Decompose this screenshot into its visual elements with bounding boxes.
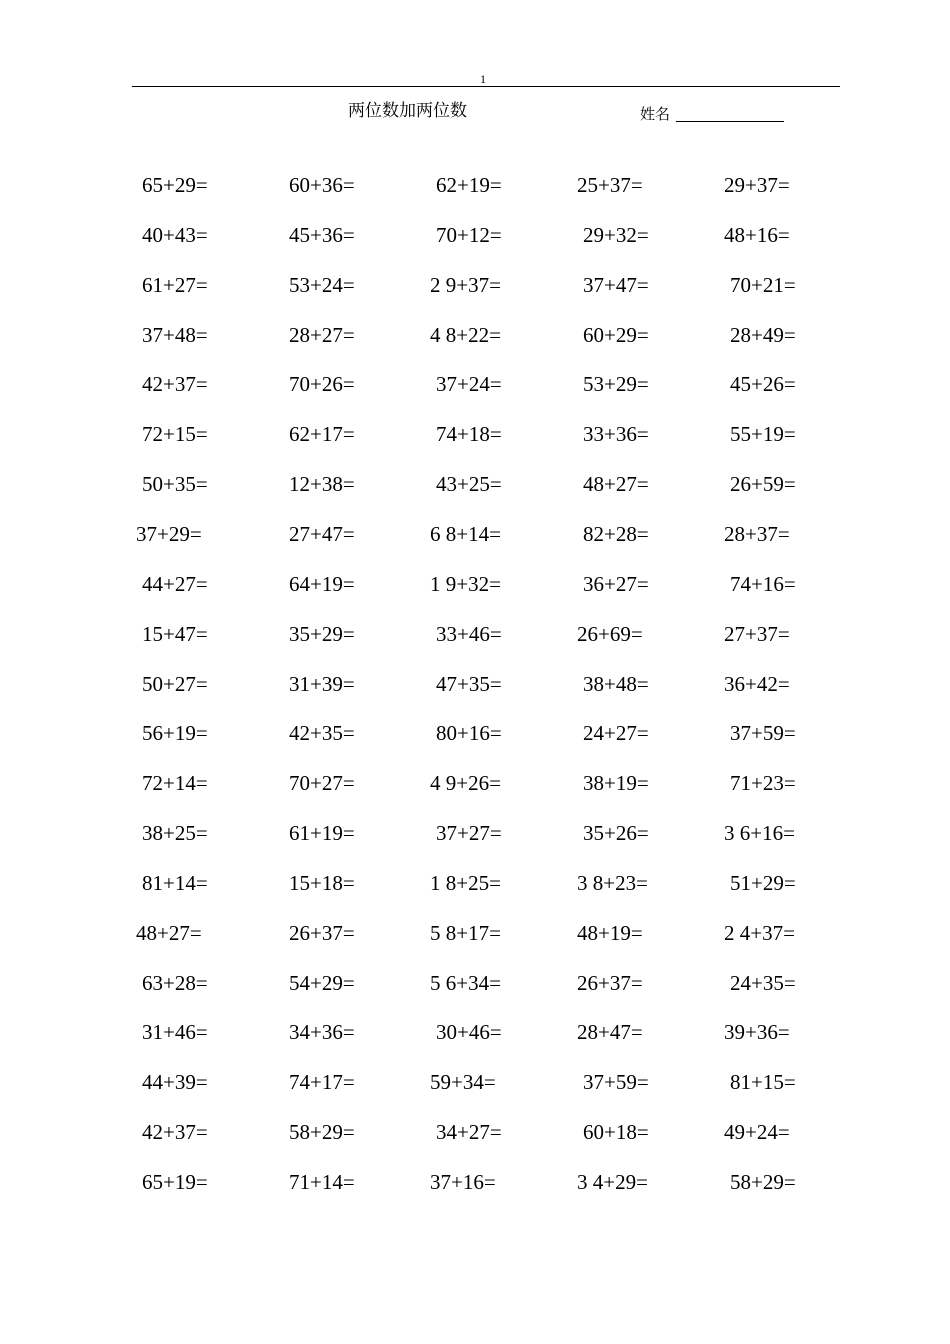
addition-problem: 12+38= [289,472,355,496]
addition-problem: 71+14= [289,1170,355,1194]
addition-problem: 48+27= [136,921,202,945]
addition-problem: 81+15= [730,1070,796,1094]
addition-problem: 28+47= [577,1020,643,1044]
addition-problem: 42+37= [142,1120,208,1144]
addition-problem: 42+37= [142,372,208,396]
addition-problem: 48+16= [724,223,790,247]
addition-problem: 62+17= [289,422,355,446]
addition-problem: 27+37= [724,622,790,646]
name-label: 姓名 [640,105,671,123]
addition-problem: 24+27= [583,721,649,745]
page-number: 1 [480,72,486,86]
addition-problem: 42+35= [289,721,355,745]
addition-problem: 2 4+37= [724,921,795,945]
addition-problem: 28+27= [289,323,355,347]
addition-problem: 62+19= [436,173,502,197]
addition-problem: 49+24= [724,1120,790,1144]
addition-problem: 26+37= [289,921,355,945]
addition-problem: 74+16= [730,572,796,596]
addition-problem: 29+32= [583,223,649,247]
addition-problem: 28+49= [730,323,796,347]
addition-problem: 58+29= [730,1170,796,1194]
addition-problem: 70+12= [436,223,502,247]
addition-problem: 65+19= [142,1170,208,1194]
addition-problem: 5 8+17= [430,921,501,945]
addition-problem: 2 9+37= [430,273,501,297]
addition-problem: 34+27= [436,1120,502,1144]
addition-problem: 60+36= [289,173,355,197]
addition-problem: 58+29= [289,1120,355,1144]
addition-problem: 35+26= [583,821,649,845]
addition-problem: 60+29= [583,323,649,347]
addition-problem: 43+25= [436,472,502,496]
addition-problem: 70+26= [289,372,355,396]
addition-problem: 4 8+22= [430,323,501,347]
addition-problem: 26+37= [577,971,643,995]
addition-problem: 29+37= [724,173,790,197]
addition-problem: 33+46= [436,622,502,646]
addition-problem: 55+19= [730,422,796,446]
addition-problem: 6 8+14= [430,522,501,546]
addition-problem: 3 6+16= [724,821,795,845]
addition-problem: 65+29= [142,173,208,197]
addition-problem: 54+29= [289,971,355,995]
addition-problem: 38+19= [583,771,649,795]
addition-problem: 3 4+29= [577,1170,648,1194]
addition-problem: 53+24= [289,273,355,297]
addition-problem: 30+46= [436,1020,502,1044]
addition-problem: 71+23= [730,771,796,795]
addition-problem: 1 9+32= [430,572,501,596]
addition-problem: 31+39= [289,672,355,696]
addition-problem: 3 8+23= [577,871,648,895]
addition-problem: 70+27= [289,771,355,795]
addition-problem: 48+27= [583,472,649,496]
addition-problem: 70+21= [730,273,796,297]
addition-problem: 37+59= [583,1070,649,1094]
addition-problem: 33+36= [583,422,649,446]
addition-problem: 72+14= [142,771,208,795]
addition-problem: 36+42= [724,672,790,696]
addition-problem: 37+27= [436,821,502,845]
addition-problem: 38+48= [583,672,649,696]
addition-problem: 72+15= [142,422,208,446]
addition-problem: 56+19= [142,721,208,745]
addition-problem: 74+18= [436,422,502,446]
addition-problem: 51+29= [730,871,796,895]
addition-problem: 45+36= [289,223,355,247]
addition-problem: 4 9+26= [430,771,501,795]
addition-problem: 28+37= [724,522,790,546]
addition-problem: 45+26= [730,372,796,396]
addition-problem: 82+28= [583,522,649,546]
addition-problem: 24+35= [730,971,796,995]
addition-problem: 37+29= [136,522,202,546]
addition-problem: 64+19= [289,572,355,596]
addition-problem: 27+47= [289,522,355,546]
addition-problem: 37+48= [142,323,208,347]
addition-problem: 25+37= [577,173,643,197]
addition-problem: 5 6+34= [430,971,501,995]
addition-problem: 61+19= [289,821,355,845]
addition-problem: 37+59= [730,721,796,745]
addition-problem: 53+29= [583,372,649,396]
addition-problem: 15+47= [142,622,208,646]
addition-problem: 31+46= [142,1020,208,1044]
addition-problem: 15+18= [289,871,355,895]
addition-problem: 39+36= [724,1020,790,1044]
addition-problem: 34+36= [289,1020,355,1044]
addition-problem: 48+19= [577,921,643,945]
addition-problem: 60+18= [583,1120,649,1144]
addition-problem: 40+43= [142,223,208,247]
addition-problem: 61+27= [142,273,208,297]
addition-problem: 47+35= [436,672,502,696]
addition-problem: 80+16= [436,721,502,745]
addition-problem: 36+27= [583,572,649,596]
addition-problem: 81+14= [142,871,208,895]
addition-problem: 63+28= [142,971,208,995]
worksheet-title: 两位数加两位数 [348,101,467,121]
addition-problem: 37+16= [430,1170,496,1194]
addition-problem: 26+59= [730,472,796,496]
addition-problem: 38+25= [142,821,208,845]
addition-problem: 74+17= [289,1070,355,1094]
addition-problem: 37+24= [436,372,502,396]
addition-problem: 26+69= [577,622,643,646]
addition-problem: 35+29= [289,622,355,646]
addition-problem: 50+35= [142,472,208,496]
addition-problem: 44+27= [142,572,208,596]
addition-problem: 44+39= [142,1070,208,1094]
addition-problem: 1 8+25= [430,871,501,895]
addition-problem: 37+47= [583,273,649,297]
addition-problem: 50+27= [142,672,208,696]
addition-problem: 59+34= [430,1070,496,1094]
